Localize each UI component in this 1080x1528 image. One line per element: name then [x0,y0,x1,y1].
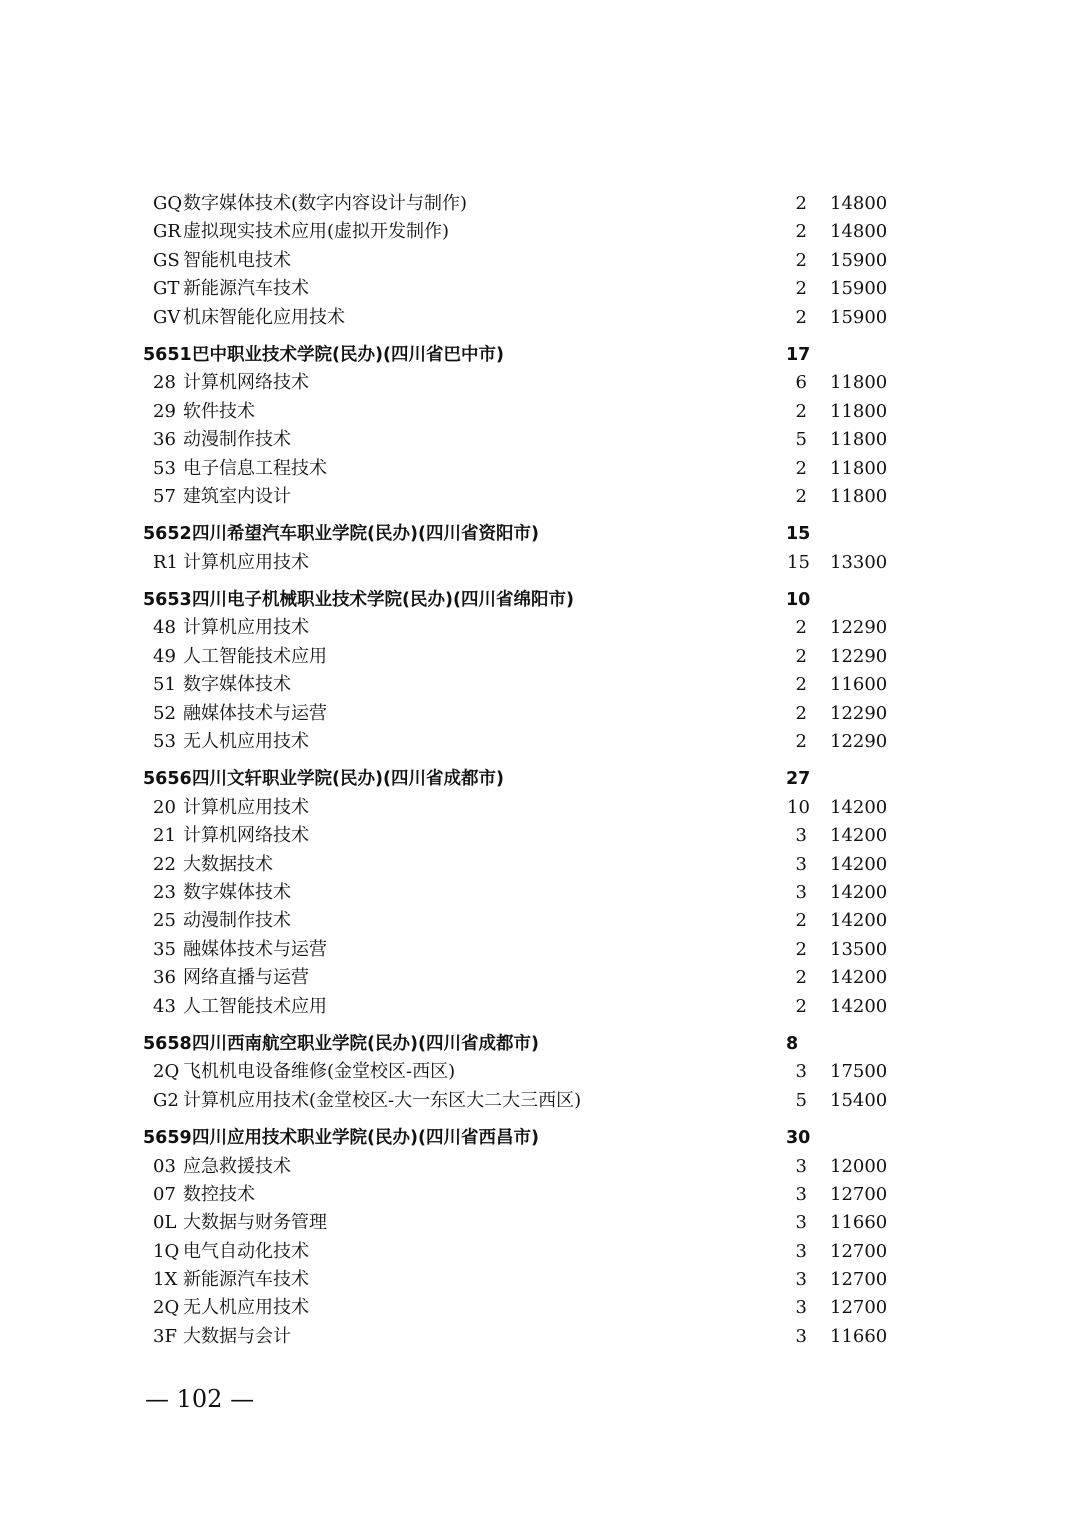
school-code: 5656 [143,769,192,790]
enrollment-count: 2 [795,731,807,753]
program-name: 计算机应用技术 [183,617,309,639]
program-row [0,643,1080,671]
school-code: 5653 [143,590,192,611]
program-code: 2Q [153,1297,180,1319]
program-name: 大数据技术 [183,853,273,875]
program-name: 计算机应用技术(金堂校区-大一东区大二大三西区) [183,1089,582,1111]
program-code: 49 [153,645,176,667]
program-code: 03 [153,1155,176,1177]
enrollment-count: 3 [795,1297,807,1319]
program-code: 23 [153,881,176,903]
program-code: GQ [153,193,183,214]
program-row [0,671,1080,699]
tuition-fee: 11600 [830,674,888,696]
program-code: 52 [153,702,176,724]
enrollment-count: 30 [786,1128,811,1149]
program-code: 53 [153,731,176,753]
program-name: 动漫制作技术 [183,429,291,451]
enrollment-count: 3 [795,825,807,847]
tuition-fee: 13300 [830,551,888,573]
enrollment-count: 3 [795,1183,807,1205]
program-row [0,614,1080,642]
program-name: 无人机应用技术 [183,1297,309,1319]
program-row [0,851,1080,879]
program-name: 虚拟现实技术应用(虚拟开发制作) [183,221,450,243]
program-code: 29 [153,400,176,422]
program-name: 大数据与会计 [183,1325,291,1347]
tuition-fee: 12000 [830,1155,888,1177]
school-name: 四川文轩职业学院(民办)(四川省成都市) [192,769,504,790]
enrollment-count: 2 [795,457,807,479]
program-row [0,700,1080,728]
tuition-fee: 14800 [830,221,888,243]
tuition-fee: 15900 [830,278,888,300]
page-number: — 102 — [145,1385,255,1413]
program-code: 22 [153,853,176,875]
program-name: 数字媒体技术 [183,881,291,903]
tuition-fee: 11800 [830,457,888,479]
program-row [0,794,1080,822]
enrollment-count: 2 [795,278,807,300]
school-name: 四川电子机械职业技术学院(民办)(四川省绵阳市) [192,590,574,611]
enrollment-count: 3 [795,1212,807,1234]
tuition-fee: 11660 [830,1325,888,1347]
enrollment-count: 2 [795,910,807,932]
program-code: 20 [153,796,176,818]
program-name: 飞机机电设备维修(金堂校区-西区) [183,1061,456,1083]
tuition-fee: 12290 [830,731,888,753]
tuition-fee: 14200 [830,825,888,847]
tuition-fee: 14200 [830,881,888,903]
program-row [0,190,1080,218]
program-row [0,483,1080,511]
program-row [0,993,1080,1021]
program-code: 43 [153,995,176,1017]
enrollment-count: 10 [787,796,810,818]
program-row [0,879,1080,907]
program-row [0,936,1080,964]
enrollment-count: 3 [795,1269,807,1291]
school-header-row [0,1124,1080,1152]
program-row [0,455,1080,483]
school-header-row [0,341,1080,369]
program-code: 1Q [153,1240,180,1262]
tuition-fee: 12290 [830,702,888,724]
program-row [0,907,1080,935]
enrollment-count: 8 [786,1033,799,1054]
tuition-fee: 11800 [830,485,888,507]
tuition-fee: 12700 [830,1240,888,1262]
program-name: 人工智能技术应用 [183,645,327,667]
program-code: GV [153,306,181,328]
enrollment-count: 2 [795,221,807,243]
program-name: 大数据与财务管理 [183,1212,327,1234]
school-name: 四川应用技术职业学院(民办)(四川省西昌市) [192,1128,539,1149]
program-row [0,1323,1080,1351]
enrollment-table [0,190,1080,1351]
tuition-fee: 14800 [830,193,888,214]
tuition-fee: 12700 [830,1297,888,1319]
program-name: 智能机电技术 [183,249,291,271]
tuition-fee: 12700 [830,1269,888,1291]
enrollment-count: 3 [795,1061,807,1083]
program-name: 电气自动化技术 [183,1240,309,1262]
program-name: 新能源汽车技术 [183,1269,309,1291]
program-row [0,398,1080,426]
program-code: 36 [153,967,176,989]
program-code: 07 [153,1183,176,1205]
school-name: 四川西南航空职业学院(民办)(四川省成都市) [192,1033,539,1054]
enrollment-count: 15 [787,551,810,573]
program-row [0,1238,1080,1266]
program-code: 0L [153,1212,177,1234]
program-row [0,1266,1080,1294]
enrollment-count: 3 [795,853,807,875]
enrollment-count: 2 [795,674,807,696]
program-name: 计算机网络技术 [183,372,309,394]
tuition-fee: 11660 [830,1212,888,1234]
program-name: 机床智能化应用技术 [183,306,345,328]
enrollment-count: 5 [795,429,807,451]
program-code: 57 [153,485,176,507]
program-name: 无人机应用技术 [183,731,309,753]
tuition-fee: 11800 [830,400,888,422]
enrollment-count: 3 [795,881,807,903]
tuition-fee: 15400 [830,1089,888,1111]
program-code: 28 [153,372,176,394]
enrollment-count: 3 [795,1240,807,1262]
enrollment-count: 10 [786,590,811,611]
tuition-fee: 12290 [830,645,888,667]
enrollment-count: 2 [795,967,807,989]
enrollment-count: 3 [795,1155,807,1177]
enrollment-count: 2 [795,193,807,214]
program-name: 动漫制作技术 [183,910,291,932]
program-code: 1X [153,1269,178,1291]
tuition-fee: 15900 [830,249,888,271]
school-code: 5658 [143,1033,192,1054]
program-row [0,964,1080,992]
tuition-fee: 11800 [830,429,888,451]
school-name: 四川希望汽车职业学院(民办)(四川省资阳市) [192,524,539,545]
program-name: 融媒体技术与运营 [183,938,327,960]
enrollment-count: 3 [795,1325,807,1347]
program-name: 电子信息工程技术 [183,457,327,479]
program-code: G2 [153,1089,179,1111]
program-row [0,1087,1080,1115]
program-name: 软件技术 [183,400,255,422]
program-name: 数控技术 [183,1183,255,1205]
program-name: 数字媒体技术 [183,674,291,696]
program-code: 53 [153,457,176,479]
program-row [0,426,1080,454]
school-code: 5652 [143,524,192,545]
program-code: GT [153,278,180,300]
program-code: 21 [153,825,176,847]
program-code: 35 [153,938,176,960]
school-header-row [0,765,1080,793]
program-row [0,1209,1080,1237]
program-name: 应急救援技术 [183,1155,291,1177]
school-code: 5651 [143,344,192,365]
program-name: 融媒体技术与运营 [183,702,327,724]
tuition-fee: 14200 [830,995,888,1017]
program-row [0,1058,1080,1086]
enrollment-count: 15 [786,524,811,545]
enrollment-count: 2 [795,938,807,960]
program-row [0,549,1080,577]
program-code: GS [153,249,180,271]
program-row [0,247,1080,275]
program-row [0,304,1080,332]
tuition-fee: 15900 [830,306,888,328]
tuition-fee: 14200 [830,910,888,932]
tuition-fee: 14200 [830,796,888,818]
enrollment-count: 27 [786,769,811,790]
program-code: 3F [153,1325,177,1347]
tuition-fee: 14200 [830,967,888,989]
enrollment-count: 2 [795,249,807,271]
program-row [0,1153,1080,1181]
enrollment-count: 2 [795,995,807,1017]
school-header-row [0,586,1080,614]
enrollment-count: 2 [795,306,807,328]
program-code: R1 [153,551,179,573]
program-name: 建筑室内设计 [183,485,291,507]
enrollment-count: 2 [795,485,807,507]
enrollment-count: 2 [795,400,807,422]
program-row [0,218,1080,246]
program-row [0,275,1080,303]
tuition-fee: 14200 [830,853,888,875]
tuition-fee: 12700 [830,1183,888,1205]
school-header-row [0,1030,1080,1058]
program-name: 计算机应用技术 [183,551,309,573]
program-code: 48 [153,617,176,639]
program-row [0,369,1080,397]
program-name: 计算机应用技术 [183,796,309,818]
program-code: 2Q [153,1061,180,1083]
program-name: 人工智能技术应用 [183,995,327,1017]
school-code: 5659 [143,1128,192,1149]
program-row [0,822,1080,850]
program-code: 51 [153,674,176,696]
tuition-fee: 13500 [830,938,888,960]
program-code: 36 [153,429,176,451]
program-code: 25 [153,910,176,932]
program-name: 计算机网络技术 [183,825,309,847]
school-name: 巴中职业技术学院(民办)(四川省巴中市) [192,344,504,365]
program-name: 网络直播与运营 [183,967,309,989]
program-row [0,728,1080,756]
program-name: 数字媒体技术(数字内容设计与制作) [183,193,468,214]
enrollment-count: 2 [795,702,807,724]
tuition-fee: 17500 [830,1061,888,1083]
enrollment-count: 17 [786,344,811,365]
program-row [0,1294,1080,1322]
enrollment-count: 2 [795,645,807,667]
enrollment-count: 6 [795,372,807,394]
program-code: GR [153,221,181,243]
school-header-row [0,520,1080,548]
tuition-fee: 12290 [830,617,888,639]
enrollment-count: 5 [795,1089,807,1111]
program-row [0,1181,1080,1209]
program-name: 新能源汽车技术 [183,278,309,300]
tuition-fee: 11800 [830,372,888,394]
enrollment-count: 2 [795,617,807,639]
